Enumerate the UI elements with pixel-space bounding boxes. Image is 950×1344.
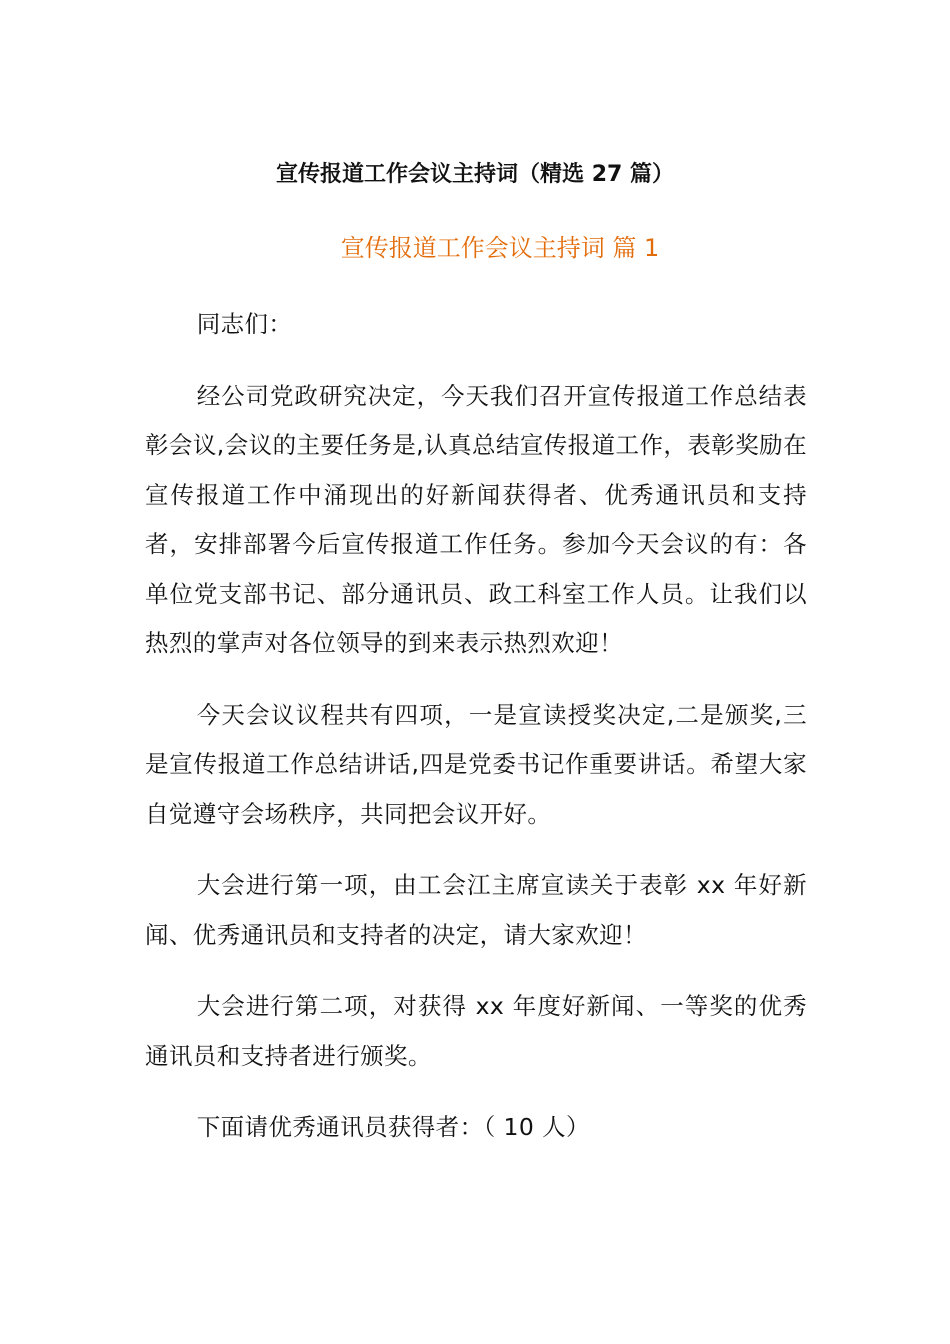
salutation-paragraph: 同志们： (196, 310, 293, 338)
section-heading: 宣传报道工作会议主持词 篇 1 (340, 234, 660, 262)
intro-paragraph: 经公司党政研究决定，今天我们召开宣传报道工作总结表彰会议,会议的主要任务是,认真总结宣传报道工作，表彰奖励在宣传报道工作中涌现出的好新闻获得者、优秀通讯员和支持者，安排部署今后宣传报道工作任务。参加今天会议的有：各单位党支部书记、部分通讯员、政工科室工作人员。让我们以热烈的掌声对各位领导的到来表示热烈欢迎！ (145, 381, 807, 657)
document-body (145, 300, 807, 1175)
agenda-paragraph: 今天会议议程共有四项，一是宣读授奖决定,二是颁奖,三是宣传报道工作总结讲话,四是党委书记作重要讲话。希望大家自觉遵守会场秩序，共同把会议开好。 (145, 700, 807, 828)
item-two-paragraph: 大会进行第二项，对获得 xx 年度好新闻、一等奖的优秀通讯员和支持者进行颁奖。 (145, 992, 807, 1070)
document-title: 宣传报道工作会议主持词（精选 27 篇） (276, 162, 674, 187)
item-one-paragraph: 大会进行第一项，由工会江主席宣读关于表彰 xx 年好新闻、优秀通讯员和支持者的决定，请大家欢迎！ (145, 871, 807, 949)
awardees-paragraph: 下面请优秀通讯员获得者：（ 10 人） (196, 1113, 590, 1141)
